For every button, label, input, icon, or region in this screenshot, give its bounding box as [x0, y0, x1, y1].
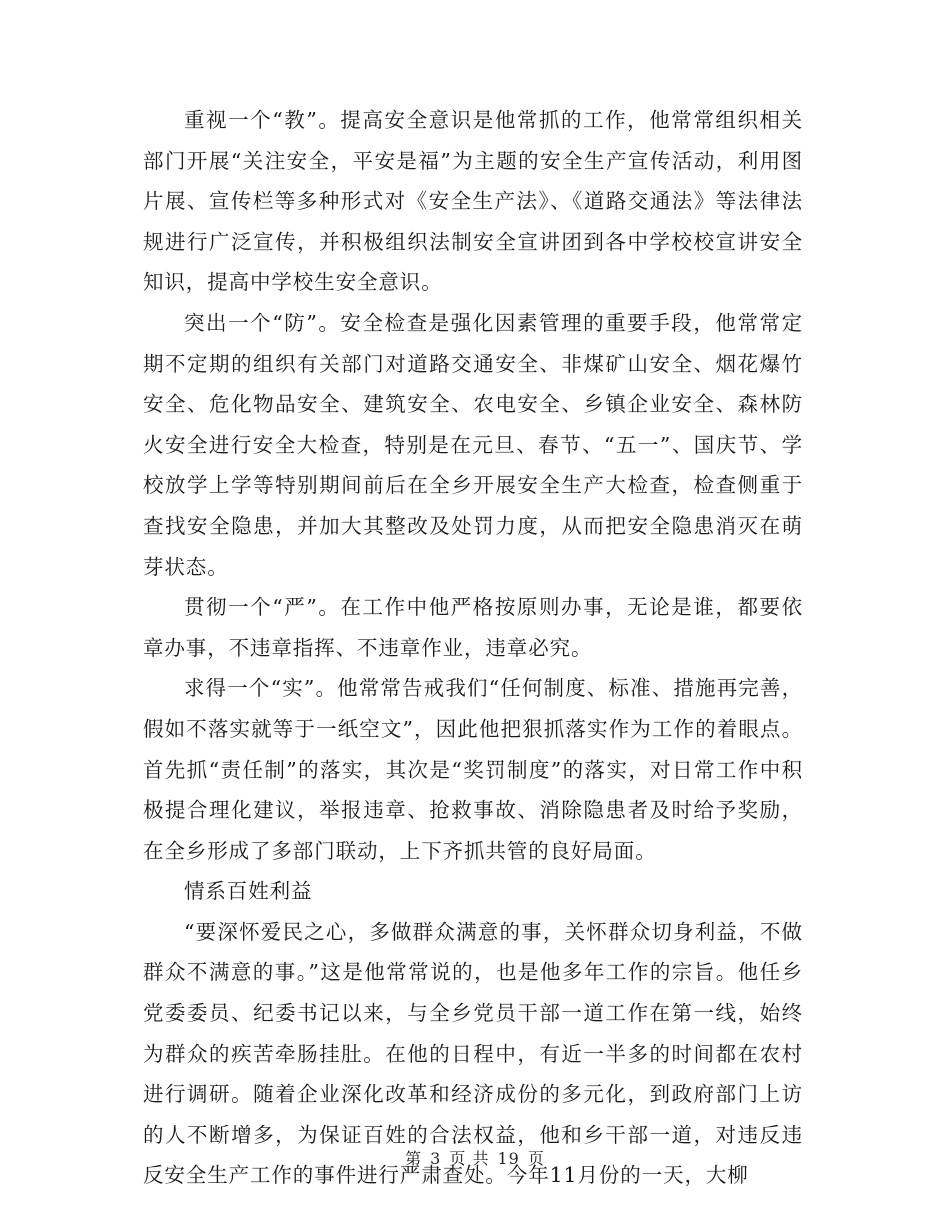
- footer-middle: 页 共: [449, 1149, 490, 1168]
- paragraph-fang: 突出一个“防”。安全检查是强化因素管理的重要手段，他常常定期不定期的组织有关部门对道路交通安全、非煤矿山安全、烟花爆竹安全、危化物品安全、建筑安全、农电安全、乡镇企业安全、森林防火安全进行安全大检查，特别是在元旦、春节、“五一”、国庆节、学校放学上学等特别期间前后在全乡开展安全生产大检查，检查侧重于查找安全隐患，并加大其整改及处罚力度，从而把安全隐患消灭在萌芽状态。: [143, 310, 803, 579]
- paragraph-yan: 贯彻一个“严”。在工作中他严格按原则办事，无论是谁，都要依章办事，不违章指挥、不违章作业，违章必究。: [143, 595, 803, 660]
- paragraph-shi: 求得一个“实”。他常常告戒我们“任何制度、标准、措施再完善，假如不落实就等于一纸空文”，因此他把狠抓落实作为工作的着眼点。首先抓“责任制”的落实，其次是“奖罚制度”的落实，对日常工作中积极提合理化建议，举报违章、抢救事故、消除隐患者及时给予奖励，在全乡形成了多部门联动，上下齐抓共管的良好局面。: [143, 676, 803, 863]
- paragraph-people: “要深怀爱民之心，多做群众满意的事，关怀群众切身利益，不做群众不满意的事。”这是他常常说的，也是他多年工作的宗旨。他任乡党委委员、纪委书记以来，与全乡党员干部一道工作在第一线，始终为群众的疾苦牵肠挂肚。在他的日程中，有近一半多的时间都在农村进行调研。随着企业深化改革和经济成份的多元化，到政府部门上访的人不断增多，为保证百姓的合法权益，他和乡干部一道，对违反违反安全生产工作的事件进行严肃查处。今年11月份的一天，大柳: [143, 919, 803, 1188]
- page-footer: [0, 1146, 950, 1169]
- current-page-number: 3: [430, 1149, 442, 1168]
- paragraph-jiao: 重视一个“教”。提高安全意识是他常抓的工作，他常常组织相关部门开展“关注安全，平安是福”为主题的安全生产宣传活动，利用图片展、宣传栏等多种形式对《安全生产法》、《道路交通法》等法律法规进行广泛宣传，并积极组织法制安全宣讲团到各中学校校宣讲安全知识，提高中学校生安全意识。: [143, 108, 803, 295]
- footer-prefix: 第: [405, 1149, 423, 1168]
- total-page-count: 19: [497, 1149, 520, 1168]
- section-heading: 情系百姓利益: [184, 879, 313, 904]
- footer-suffix: 页: [527, 1149, 545, 1168]
- body-text: [143, 100, 803, 1196]
